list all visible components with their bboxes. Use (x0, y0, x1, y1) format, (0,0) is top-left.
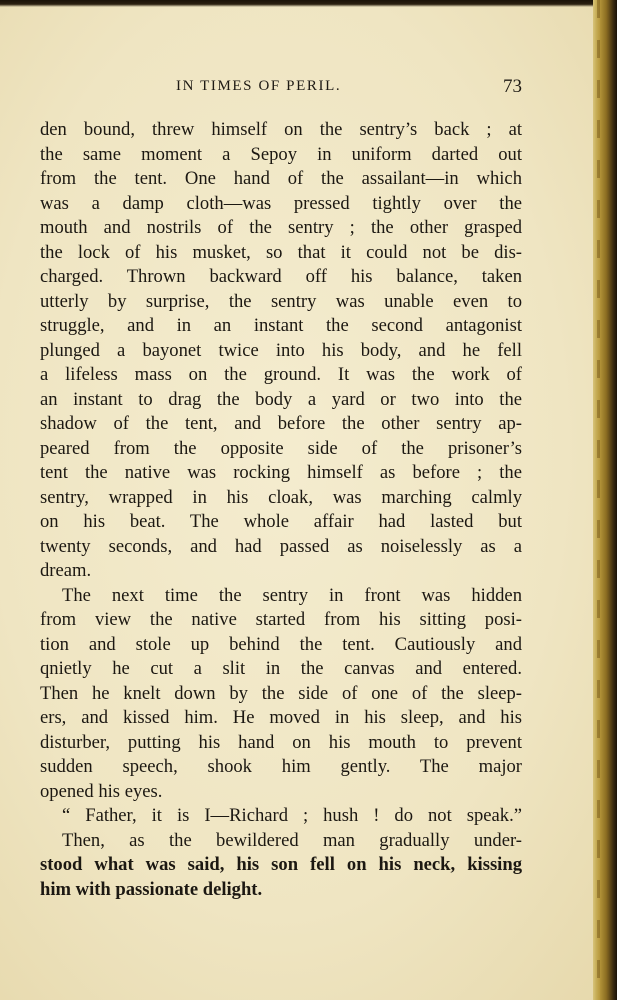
text-line: stood what was said, his son fell on his neck, kissing (40, 854, 522, 875)
text-line: den bound, threw himself on the sentry’s back ; at (40, 119, 522, 140)
text-line: a lifeless mass on the ground. It was the work of (40, 364, 522, 385)
text-line: mouth and nostrils of the sentry ; the other grasped (40, 217, 522, 238)
text-line: shadow of the tent, and before the other sentry ap- (40, 413, 522, 434)
text-line: disturber, putting his hand on his mouth to prevent (40, 731, 522, 753)
text-line: Then, as the bewildered man gradually under- (62, 829, 522, 851)
text-line: ers, and kissed him. He moved in his sleep, and his (40, 707, 522, 728)
text-line: tion and stole up behind the tent. Cautiously and (40, 633, 522, 655)
text-line: struggle, and in an instant the second antagonist (40, 315, 522, 336)
text-line: on his beat. The whole affair had lasted but (40, 511, 522, 532)
text-line: from view the native started from his sitting posi- (40, 609, 522, 630)
body-text (40, 118, 522, 902)
page-number: 73 (503, 76, 522, 97)
text-line: tent the native was rocking himself as before ; the (40, 462, 522, 483)
text-line: Then he knelt down by the side of one of the sleep- (40, 682, 522, 704)
page-top-edge (0, 0, 600, 7)
text-line: was a damp cloth—was pressed tightly over the (40, 192, 522, 214)
text-line: the lock of his musket, so that it could not be dis- (40, 241, 522, 263)
text-line: qnietly he cut a slit in the canvas and entered. (40, 658, 522, 679)
text-line: sudden speech, shook him gently. The major (40, 756, 522, 777)
text-line: an instant to drag the body a yard or two into the (40, 388, 522, 410)
text-line: charged. Thrown backward off his balance, taken (40, 266, 522, 287)
text-line: utterly by surprise, the sentry was unable even to (40, 290, 522, 312)
text-line: sentry, wrapped in his cloak, was marching calmly (40, 486, 522, 508)
running-header (40, 78, 522, 102)
text-line: dream. (40, 560, 92, 581)
text-line: him with passionate delight. (40, 878, 263, 900)
text-line: from the tent. One hand of the assailant—in which (40, 168, 522, 189)
text-line: plunged a bayonet twice into his body, and he fell (40, 339, 522, 361)
text-line: opened his eyes. (40, 780, 163, 802)
text-line: peared from the opposite side of the prisoner’s (40, 437, 522, 459)
running-title: IN TIMES OF PERIL. (176, 78, 342, 94)
text-line: the same moment a Sepoy in uniform darted out (40, 143, 522, 165)
text-line: twenty seconds, and had passed as noiselessly as a (40, 535, 522, 557)
text-line: The next time the sentry in front was hidden (62, 584, 522, 606)
book-spine-edge (593, 0, 617, 1000)
text-line: “ Father, it is I—Richard ; hush ! do not speak.” (62, 805, 522, 826)
